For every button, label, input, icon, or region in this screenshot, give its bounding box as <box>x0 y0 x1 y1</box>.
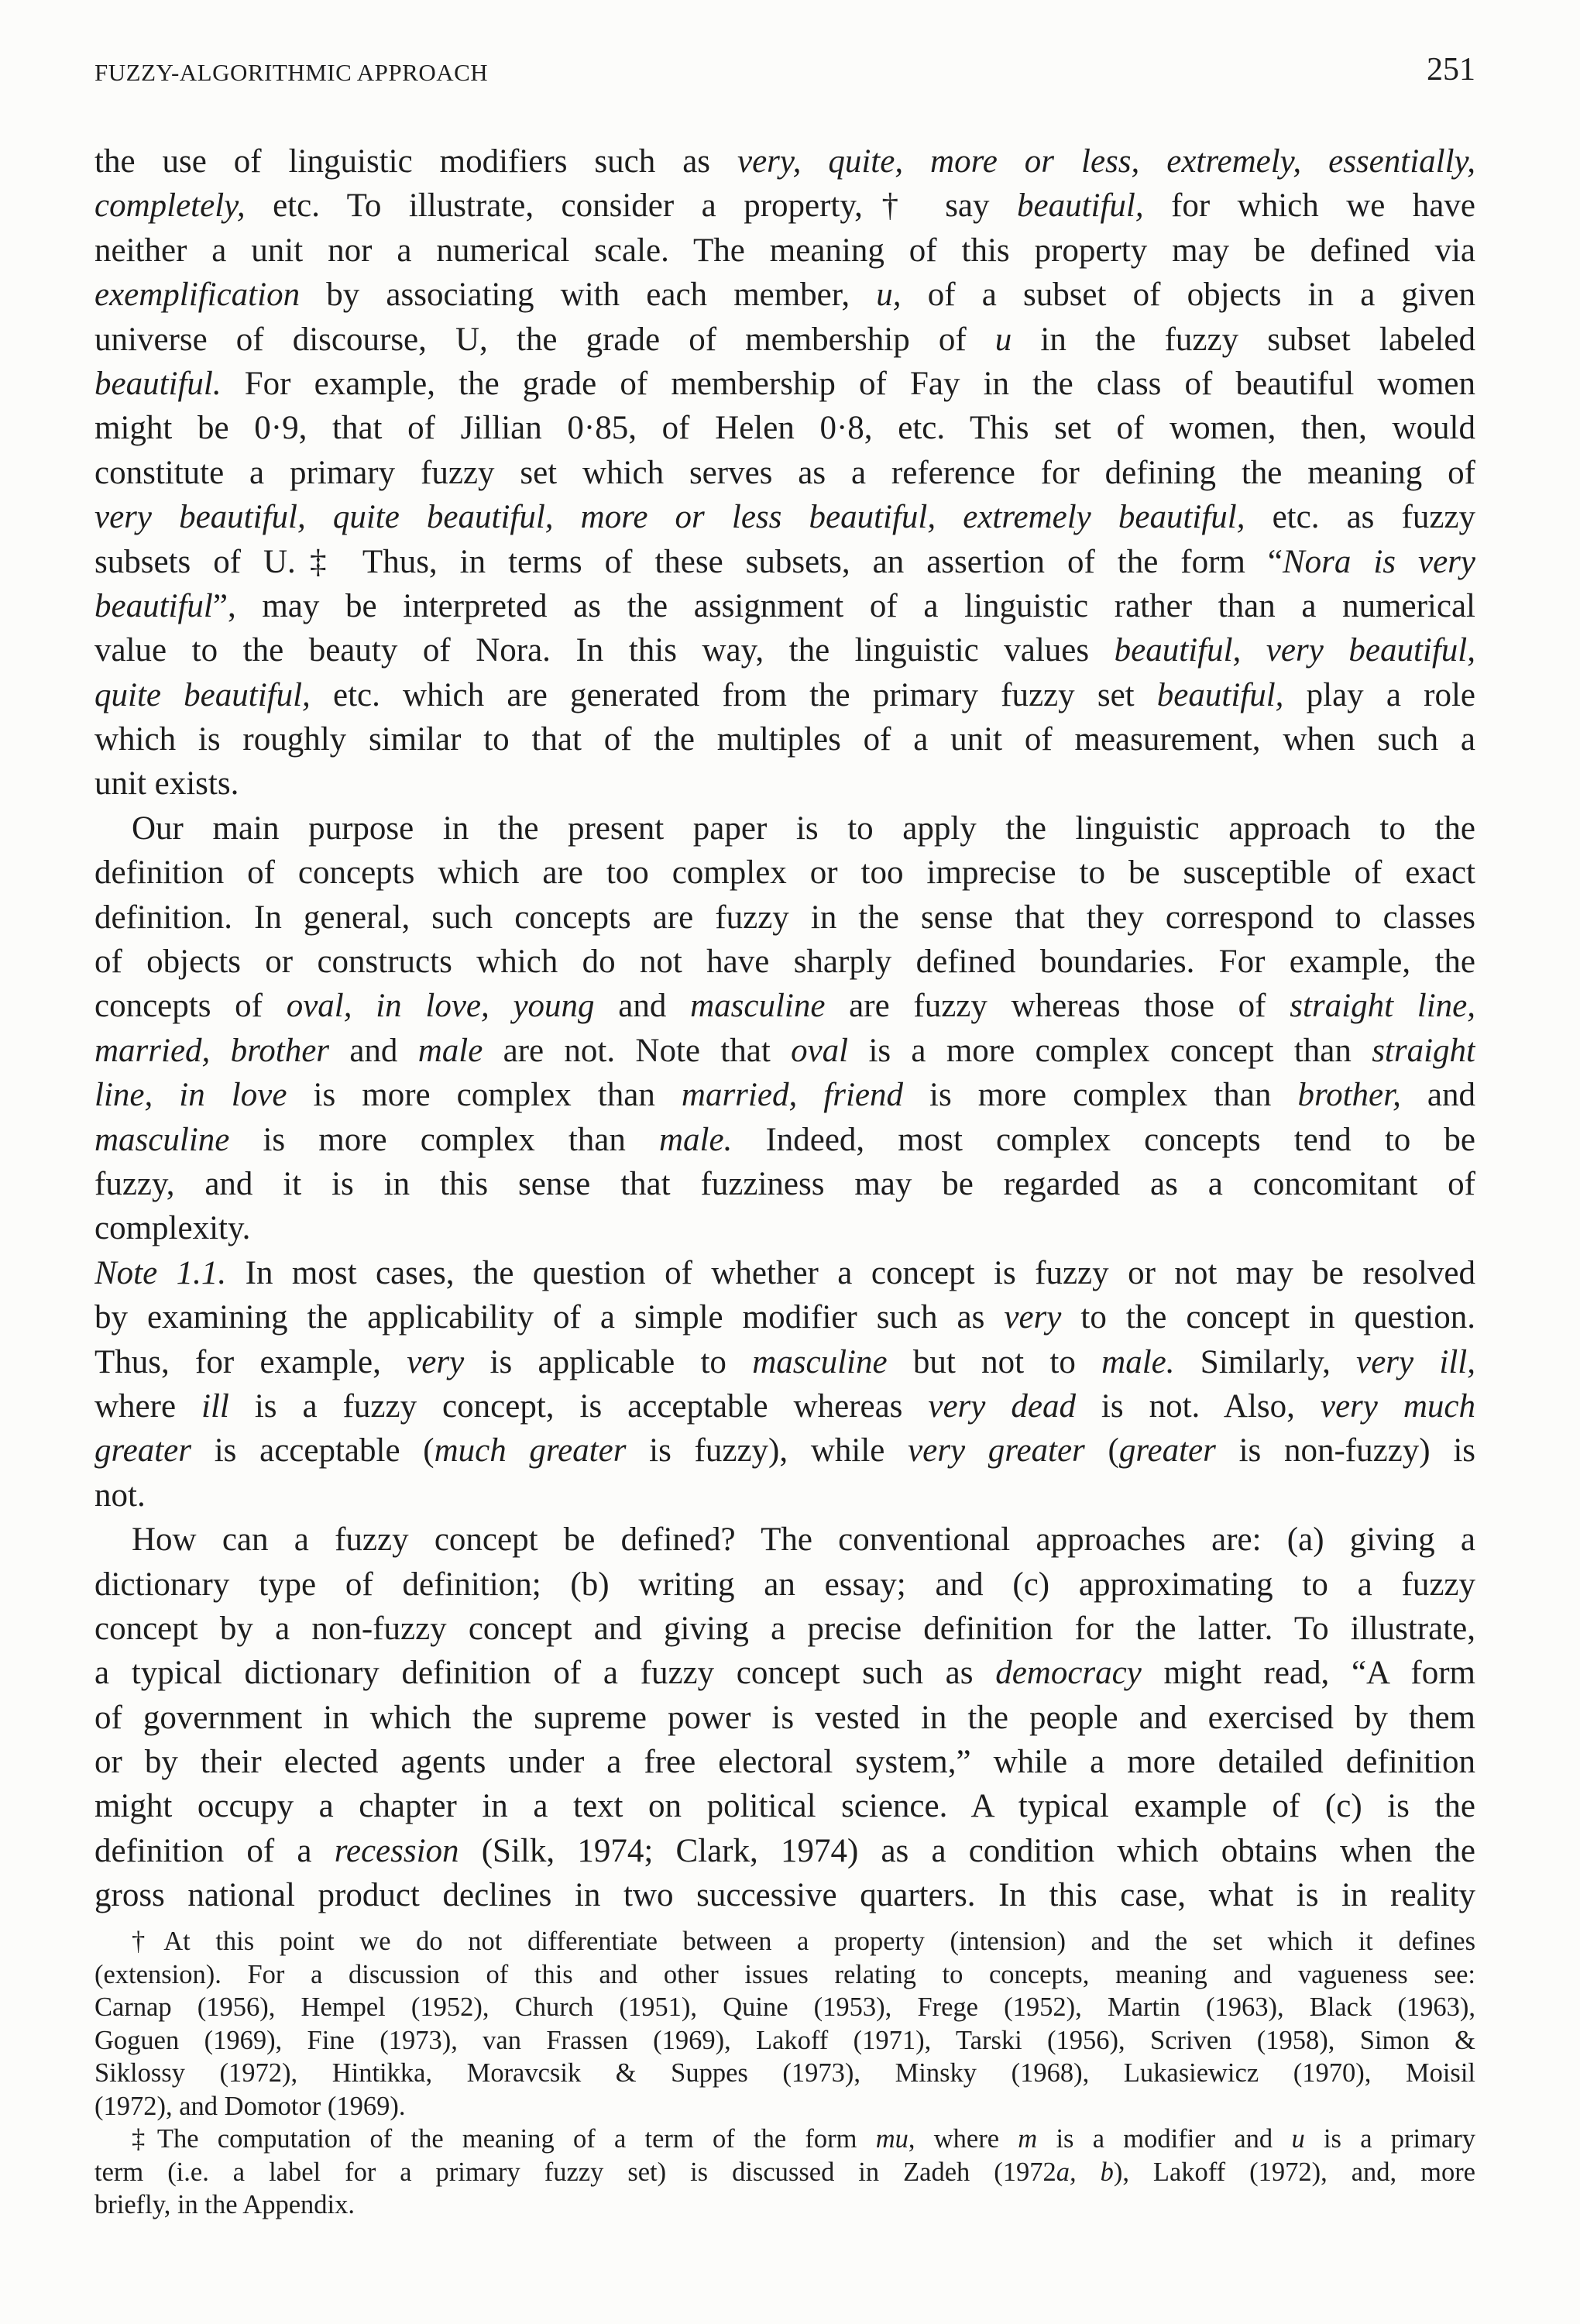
text-segment: Similarly, <box>1174 1343 1357 1380</box>
text-segment: is a more complex concept than <box>848 1032 1372 1069</box>
text-segment: are fuzzy whereas those of <box>825 988 1290 1025</box>
italic-text: very <box>407 1343 465 1380</box>
body-line <box>94 1340 1475 1384</box>
italic-text: straight line, <box>1290 988 1475 1025</box>
body-line <box>94 940 1475 984</box>
text-segment: concepts of <box>94 988 287 1025</box>
body-line <box>94 318 1475 362</box>
footnotes <box>94 1925 1475 2222</box>
text-segment: fuzzy, and it is in this sense that fuzziness may be regarded as a concomitant of <box>94 1165 1475 1202</box>
text-segment: is more complex than <box>229 1121 659 1158</box>
text-segment: Goguen (1969), Fine (1973), van Frassen (1969), Lakoff (1971), Tarski (1956), Scriven (1958), Simon & <box>94 2025 1475 2055</box>
body-line <box>94 1162 1475 1206</box>
text-segment: gross national product declines in two successive quarters. In this case, what is in reality <box>94 1877 1475 1914</box>
body-line <box>94 184 1475 228</box>
footnote-line <box>94 2090 1475 2123</box>
italic-text: very beautiful, quite beautiful, more or less beautiful, extremely beautiful, <box>94 499 1245 536</box>
text-segment: a typical dictionary definition of a fuzzy concept such as <box>94 1655 996 1692</box>
body-line <box>94 1518 1475 1562</box>
text-segment: but not to <box>887 1343 1102 1380</box>
footnote-line <box>94 2024 1475 2058</box>
body-line <box>94 1295 1475 1339</box>
footnote-line <box>94 2057 1475 2090</box>
body-line <box>94 495 1475 539</box>
italic-text: oval, in love, young <box>286 988 595 1025</box>
body-line <box>94 806 1475 851</box>
text-segment: of objects or constructs which do not have sharply defined boundaries. For example, the <box>94 944 1475 981</box>
body-line <box>94 1696 1475 1740</box>
body-line <box>94 896 1475 940</box>
text-segment: For example, the grade of membership of Fay in the class of beautiful women <box>221 365 1475 402</box>
text-segment: definition of a <box>94 1832 335 1869</box>
text-segment: is a fuzzy concept, is acceptable whereas <box>228 1387 929 1425</box>
text-segment: might be 0·9, that of Jillian 0·85, of Helen 0·8, etc. This set of women, then, would <box>94 410 1475 447</box>
text-segment: might occupy a chapter in a text on political science. A typical example of (c) is the <box>94 1788 1475 1825</box>
text-segment: Thus, for example, <box>94 1343 407 1380</box>
body-line <box>94 673 1475 717</box>
body-line <box>94 584 1475 628</box>
text-segment: (1972), and Domotor (1969). <box>94 2091 406 2121</box>
italic-text: m <box>1018 2124 1038 2154</box>
footnote-line <box>94 1991 1475 2024</box>
italic-text: beautiful, <box>1016 187 1144 225</box>
text-segment: definition. In general, such concepts are fuzzy in the sense that they correspond to classes <box>94 899 1475 936</box>
italic-text: completely, <box>94 187 246 225</box>
text-segment: in the fuzzy subset labeled <box>1012 321 1475 358</box>
footnote-line <box>94 2156 1475 2189</box>
italic-text: married, friend <box>681 1077 903 1114</box>
text-segment: term (i.e. a label for a primary fuzzy set) is discussed in Zadeh (1972 <box>94 2157 1056 2187</box>
body-line <box>94 1384 1475 1428</box>
text-segment: which is roughly similar to that of the multiples of a unit of measurement, when such a <box>94 721 1475 758</box>
body-line <box>94 139 1475 184</box>
text-segment: not. <box>94 1477 146 1514</box>
text-segment: definition of concepts which are too complex or too imprecise to be susceptible of exact <box>94 854 1475 892</box>
text-segment: unit exists. <box>94 765 239 803</box>
italic-text: u <box>1291 2124 1305 2154</box>
text-segment: dictionary type of definition; (b) writing an essay; and (c) approximating to a fuzzy <box>94 1566 1475 1603</box>
body-line <box>94 984 1475 1028</box>
italic-text: Nora is very <box>1282 543 1475 580</box>
body-text <box>94 139 1475 1918</box>
body-line <box>94 1829 1475 1873</box>
text-segment: play a role <box>1283 676 1475 713</box>
body-line <box>94 362 1475 406</box>
text-segment: is not. Also, <box>1075 1387 1321 1425</box>
text-segment: (extension). For a discussion of this and other issues relating to concepts, meaning and vagueness see: <box>94 1959 1475 1989</box>
body-line <box>94 1607 1475 1651</box>
text-segment: ), Lakoff (1972), and, more <box>1113 2157 1475 2187</box>
page-header <box>94 51 1475 98</box>
text-segment: , where <box>908 2124 1018 2154</box>
text-segment: is non-fuzzy) is <box>1215 1432 1475 1470</box>
text-segment: is a primary <box>1304 2124 1475 2154</box>
italic-text: line, in love <box>94 1077 287 1114</box>
text-segment: Our main purpose in the present paper is to apply the linguistic approach to the <box>132 810 1475 847</box>
italic-text: male. <box>659 1121 733 1158</box>
body-line <box>94 540 1475 584</box>
body-line <box>94 1428 1475 1473</box>
text-segment: for which we have <box>1143 187 1475 225</box>
italic-text: very greater <box>908 1432 1085 1470</box>
body-line <box>94 1118 1475 1162</box>
text-segment: is applicable to <box>464 1343 753 1380</box>
body-line <box>94 406 1475 450</box>
text-segment: is fuzzy), while <box>626 1432 908 1470</box>
body-line <box>94 1784 1475 1828</box>
italic-text: beautiful, very beautiful, <box>1114 632 1475 669</box>
italic-text: straight <box>1372 1032 1475 1069</box>
running-head: FUZZY-ALGORITHMIC APPROACH <box>94 59 489 86</box>
italic-text: masculine <box>690 988 826 1025</box>
body-line <box>94 1206 1475 1250</box>
text-segment: (Silk, 1974; Clark, 1974) as a condition which obtains when the <box>459 1832 1475 1869</box>
text-segment: In most cases, the question of whether a concept is fuzzy or not may be resolved <box>226 1254 1475 1291</box>
text-segment: universe of discourse, U, the grade of membership of <box>94 321 995 358</box>
body-line <box>94 1740 1475 1784</box>
body-line <box>94 717 1475 761</box>
text-segment: of a subset of objects in a given <box>901 277 1475 314</box>
text-segment: and <box>594 988 691 1025</box>
text-segment: where <box>94 1387 202 1425</box>
italic-text: male. <box>1101 1343 1175 1380</box>
italic-text: very dead <box>928 1387 1076 1425</box>
body-line <box>94 628 1475 672</box>
italic-text: male <box>417 1032 483 1069</box>
text-segment: etc. which are generated from the primary fuzzy set <box>310 676 1157 713</box>
italic-text: greater <box>94 1432 191 1470</box>
text-segment: ‡The computation of the meaning of a term of the form <box>132 2124 876 2154</box>
text-segment: How can a fuzzy concept be defined? The conventional approaches are: (a) giving a <box>132 1521 1475 1559</box>
text-segment: Carnap (1956), Hempel (1952), Church (1951), Quine (1953), Frege (1952), Martin (1963), Black (1963), <box>94 1992 1475 2022</box>
body-line <box>94 761 1475 806</box>
italic-text: democracy <box>995 1655 1142 1692</box>
italic-text: a, b <box>1056 2157 1114 2187</box>
text-segment: Siklossy (1972), Hintikka, Moravcsik & Suppes (1973), Minsky (1968), Lukasiewicz (1970), Moisil <box>94 2058 1475 2088</box>
text-segment: complexity. <box>94 1210 251 1247</box>
body-line <box>94 273 1475 317</box>
body-line <box>94 229 1475 273</box>
italic-text: masculine <box>94 1121 230 1158</box>
text-segment: etc. as fuzzy <box>1245 499 1475 536</box>
text-segment: briefly, in the Appendix. <box>94 2190 355 2219</box>
text-segment: ( <box>1084 1432 1119 1470</box>
text-segment: value to the beauty of Nora. In this way, the linguistic values <box>94 632 1115 669</box>
text-segment: ”, may be interpreted as the assignment of a linguistic rather than a numerical <box>212 587 1475 624</box>
text-segment: might read, “A form <box>1141 1655 1475 1692</box>
italic-text: greater <box>1118 1432 1216 1470</box>
text-segment: is acceptable ( <box>191 1432 434 1470</box>
text-segment: and <box>1400 1077 1475 1114</box>
text-segment: by examining the applicability of a simple modifier such as <box>94 1299 1005 1336</box>
text-segment: constitute a primary fuzzy set which serves as a reference for defining the meaning of <box>94 454 1475 491</box>
text-segment: †At this point we do not differentiate between a property (intension) and the set which it defines <box>132 1927 1475 1956</box>
italic-text: brother, <box>1297 1077 1401 1114</box>
body-line <box>94 1563 1475 1607</box>
text-segment: etc. To illustrate, consider a property,† say <box>245 187 1017 225</box>
text-segment: are not. Note that <box>483 1032 792 1069</box>
body-line <box>94 451 1475 495</box>
text-segment: is a modifier and <box>1037 2124 1292 2154</box>
text-segment: to the concept in question. <box>1061 1299 1475 1336</box>
text-segment: concept by a non-fuzzy concept and giving a precise definition for the latter. To illustrate, <box>94 1610 1475 1647</box>
text-segment: and <box>329 1032 418 1069</box>
italic-text: very ill, <box>1356 1343 1475 1380</box>
italic-text: very, quite, more or less, extremely, essentially, <box>737 143 1475 180</box>
footnote-line <box>94 2188 1475 2222</box>
italic-text: Note 1.1. <box>94 1254 227 1291</box>
body-line <box>94 1073 1475 1117</box>
body-line <box>94 1473 1475 1518</box>
body-line <box>94 1251 1475 1295</box>
italic-text: masculine <box>752 1343 888 1380</box>
italic-text: mu <box>875 2124 908 2154</box>
italic-text: beautiful <box>94 587 213 624</box>
body-line <box>94 1029 1475 1073</box>
footnote-line <box>94 1958 1475 1992</box>
italic-text: very much <box>1320 1387 1475 1425</box>
text-segment: by associating with each member, <box>300 277 877 314</box>
italic-text: recession <box>334 1832 459 1869</box>
body-line <box>94 1873 1475 1917</box>
text-segment: neither a unit nor a numerical scale. The meaning of this property may be defined via <box>94 232 1475 269</box>
text-segment: subsets of U.‡ Thus, in terms of these subsets, an assertion of the form “ <box>94 543 1283 580</box>
footnote-line <box>94 2123 1475 2156</box>
italic-text: very <box>1004 1299 1062 1336</box>
text-segment: of government in which the supreme power is vested in the people and exercised by them <box>94 1699 1475 1736</box>
text-segment: the use of linguistic modifiers such as <box>94 143 737 180</box>
text-segment: is more complex than <box>287 1077 682 1114</box>
italic-text: ill <box>201 1387 229 1425</box>
text-segment: Indeed, most complex concepts tend to be <box>732 1121 1475 1158</box>
italic-text: u <box>994 321 1012 358</box>
body-line <box>94 851 1475 895</box>
italic-text: beautiful. <box>94 365 222 402</box>
italic-text: married, brother <box>94 1032 330 1069</box>
footnote-line <box>94 1925 1475 1958</box>
italic-text: beautiful, <box>1156 676 1284 713</box>
italic-text: much greater <box>434 1432 627 1470</box>
italic-text: quite beautiful, <box>94 676 311 713</box>
italic-text: oval <box>791 1032 849 1069</box>
italic-text: exemplification <box>94 277 301 314</box>
body-line <box>94 1651 1475 1695</box>
text-segment: or by their elected agents under a free electoral system,” while a more detailed definition <box>94 1744 1475 1781</box>
page-number: 251 <box>1427 52 1475 88</box>
text-segment: is more complex than <box>902 1077 1298 1114</box>
italic-text: u, <box>876 277 902 314</box>
